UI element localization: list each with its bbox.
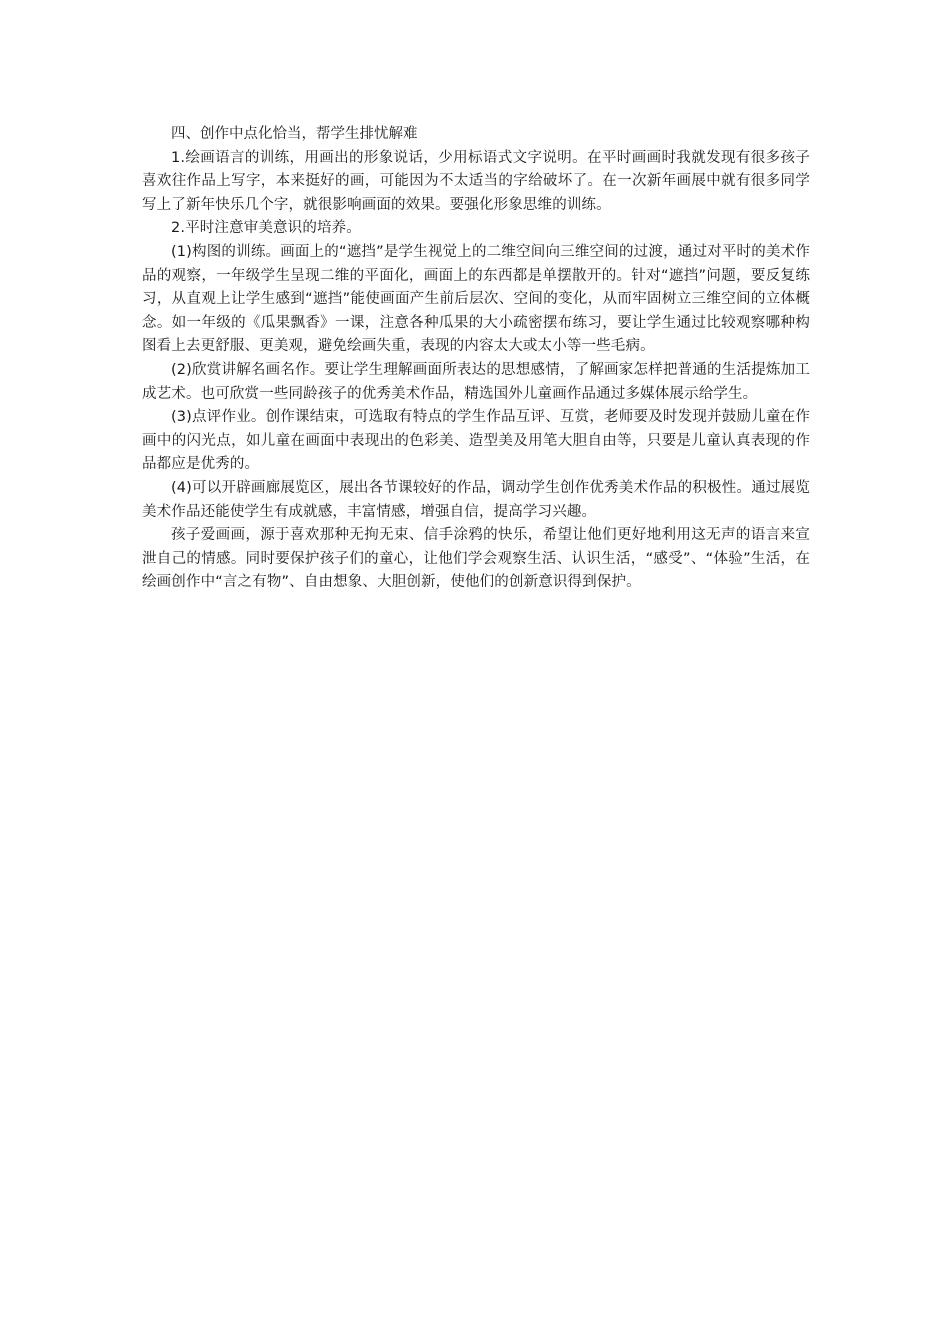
document-page bbox=[142, 123, 810, 595]
paragraph-7: 孩子爱画画，源于喜欢那种无拘无束、信手涂鸦的快乐，希望让他们更好地利用这无声的语言来宣泄自己的情感。同时要保护孩子们的童心，让他们学会观察生活、认识生活，“感受”、“体验”生活，在绘画创作中“言之有物”、自由想象、大胆创新，使他们的创新意识得到保护。 bbox=[142, 527, 810, 591]
paragraph-4: (2)欣赏讲解名画名作。要让学生理解画面所表达的思想感情，了解画家怎样把普通的生活提炼加工成艺术。也可欣赏一些同龄孩子的优秀美术作品，精选国外儿童画作品通过多媒体展示给学生。 bbox=[142, 361, 810, 402]
section-heading: 四、创作中点化恰当，帮学生排忧解难 bbox=[171, 126, 418, 142]
paragraph-2: 2.平时注意审美意识的培养。 bbox=[171, 220, 361, 237]
paragraph-6: (4)可以开辟画廊展览区，展出各节课较好的作品，调动学生创作优秀美术作品的积极性。通过展览美术作品还能使学生有成就感，丰富情感，增强自信，提高学习兴趣。 bbox=[142, 479, 810, 520]
paragraph-5: (3)点评作业。创作课结束，可选取有特点的学生作品互评、互赏，老师要及时发现并鼓励儿童在作画中的闪光点，如儿童在画面中表现出的色彩美、造型美及用笔大胆自由等，只要是儿童认真表现的作品都应是优秀的。 bbox=[142, 409, 810, 473]
paragraph-3: (1)构图的训练。画面上的“遮挡”是学生视觉上的二维空间向三维空间的过渡，通过对平时的美术作品的观察，一年级学生呈现二维的平面化，画面上的东西都是单摆散开的。针对“遮挡”问题，要反复练习，从直观上让学生感到“遮挡”能使画面产生前后层次、空间的变化，从而牢固树立三维空间的立体概念。如一年级的《瓜果飘香》一课，注意各种瓜果的大小疏密摆布练习，要让学生通过比较观察哪种构图看上去更舒服、更美观，避免绘画失重，表现的内容太大或太小等一些毛病。 bbox=[142, 243, 810, 355]
paragraph-1: 1.绘画语言的训练，用画出的形象说话，少用标语式文字说明。在平时画画时我就发现有很多孩子喜欢往作品上写字，本来挺好的画，可能因为不太适当的字给破坏了。在一次新年画展中就有很多同学写上了新年快乐几个字，就很影响画面的效果。要强化形象思维的训练。 bbox=[142, 149, 810, 213]
